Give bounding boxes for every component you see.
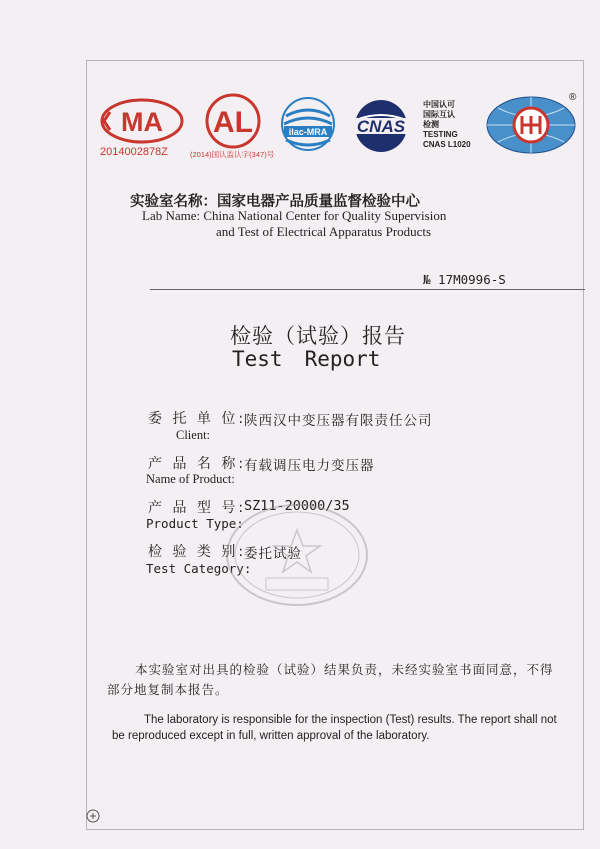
lab-name-cn: 实验室名称：国家电器产品质量监督检验中心 bbox=[130, 194, 420, 210]
category-label-en: Test Category: bbox=[146, 561, 252, 576]
disclaimer-en: The laboratory is responsible for the inspection (Test) results. The report shall not be reproduced except in full, written approval of the laboratory. bbox=[112, 714, 557, 742]
globe-certification-logo bbox=[484, 94, 578, 160]
category-value: 委托试验 bbox=[244, 546, 302, 562]
accreditation-logos bbox=[0, 90, 600, 170]
cma-code: 2014002878Z bbox=[100, 146, 168, 158]
report-title-en-word1: Test bbox=[232, 347, 283, 371]
category-label-cn: 检 验 类 别: bbox=[148, 544, 247, 560]
cnas-en-line2: CNAS L1020 bbox=[423, 140, 471, 149]
cnas-logo bbox=[346, 98, 416, 158]
cal-logo bbox=[200, 92, 266, 154]
svg-text:MA: MA bbox=[121, 107, 163, 137]
cal-code: (2014)国认监认字(347)号 bbox=[190, 150, 275, 159]
report-title-en bbox=[232, 347, 402, 371]
inspection-seal-stamp bbox=[222, 500, 372, 614]
lab-name-en-line1: Lab Name: China National Center for Quality Supervision bbox=[142, 208, 447, 223]
ilac-label: ilac-MRA bbox=[288, 127, 328, 137]
type-label-cn: 产 品 型 号: bbox=[148, 500, 247, 516]
product-label-en: Name of Product: bbox=[146, 472, 235, 486]
product-label-cn: 产 品 名 称: bbox=[148, 456, 247, 472]
client-label-cn: 委 托 单 位: bbox=[148, 411, 247, 427]
type-value: SZ11-20000/35 bbox=[244, 498, 350, 514]
type-label-en: Product Type: bbox=[146, 516, 244, 531]
header-divider bbox=[150, 289, 585, 290]
cnas-cn-line2: 国际互认 bbox=[423, 110, 455, 119]
cnas-label: CNAS bbox=[356, 117, 406, 136]
cnas-cn-line1: 中国认可 bbox=[423, 100, 455, 109]
cnas-accreditation-text bbox=[423, 100, 471, 150]
lab-name-en-line2: and Test of Electrical Apparatus Products bbox=[216, 224, 432, 239]
disclaimer-cn: 本实验室对出具的检验（试验）结果负责，未经实验室书面同意，不得部分地复制本报告。 bbox=[107, 662, 554, 697]
cma-logo bbox=[100, 98, 184, 148]
report-title-cn: 检验（试验）报告 bbox=[230, 324, 406, 348]
ilac-mra-logo bbox=[280, 96, 336, 160]
client-value: 陕西汉中变压器有限责任公司 bbox=[244, 413, 433, 429]
cnas-en-line1: TESTING bbox=[423, 130, 458, 139]
svg-text:AL: AL bbox=[213, 106, 253, 139]
registered-mark: ® bbox=[569, 92, 577, 103]
cnas-cn-line3: 检测 bbox=[423, 120, 439, 129]
report-title-en-word2: Report bbox=[304, 347, 381, 371]
report-number: № 17M0996-S bbox=[423, 272, 506, 287]
product-value: 有载调压电力变压器 bbox=[244, 458, 375, 474]
recycle-mark-icon bbox=[86, 808, 100, 827]
client-label-en: Client: bbox=[176, 428, 211, 442]
